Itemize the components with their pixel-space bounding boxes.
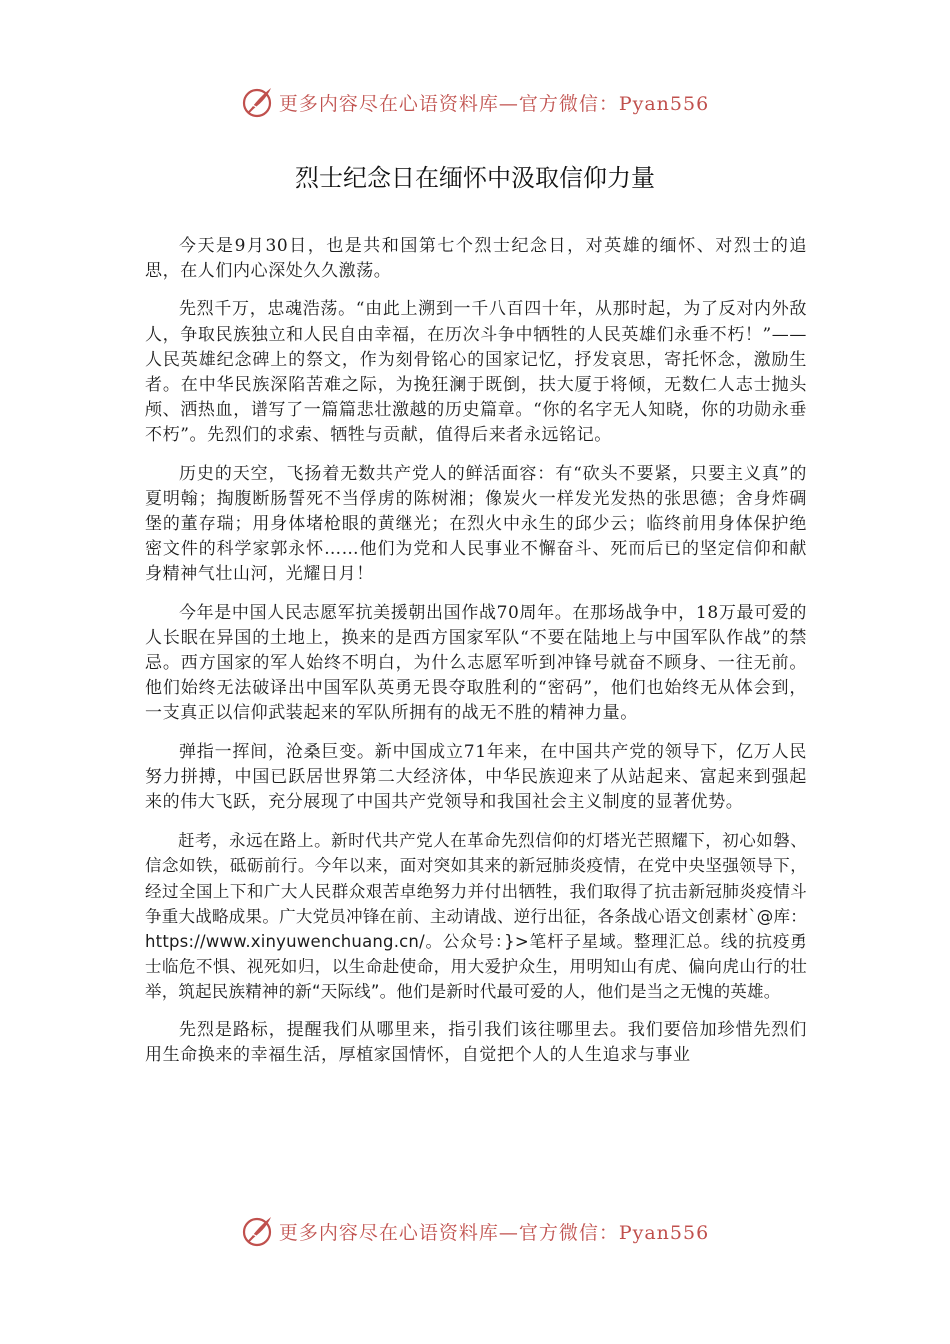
paragraph: 历史的天空，飞扬着无数共产党人的鲜活面容：有“砍头不要紧，只要主义真”的夏明翰；掏腹断肠誓死不当俘虏的陈树湘；像炭火一样发光发热的张思德；舍身炸碉堡的董存瑞；用身体堵枪眼的黄继光；在烈火中永生的邱少云；临终前用身体保护绝密文件的科学家郭永怀……他们为党和人民事业不懈奋斗、死而后已的坚定信仰和献身精神气壮山河，光耀日月！: [145, 463, 807, 585]
header-banner: [0, 82, 950, 122]
paragraph: 先烈千万，忠魂浩荡。“由此上溯到一千八百四十年，从那时起，为了反对内外敌人，争取民族独立和人民自由幸福，在历次斗争中牺牲的人民英雄们永垂不朽！”——人民英雄纪念碑上的祭文，作为刻骨铭心的国家记忆，抒发哀思，寄托怀念，激励生者。在中华民族深陷苦难之际，为挽狂澜于既倒，扶大厦于将倾，无数仁人志士抛头颅、洒热血，谱写了一篇篇悲壮激越的历史篇章。“你的名字无人知晓，你的功勋永垂不朽”。先烈们的求索、牺牲与贡献，值得后来者永远铭记。: [145, 299, 807, 446]
footer-banner-text: 更多内容尽在心语资料库—官方微信：Pyan556: [278, 1221, 710, 1244]
paragraph: 先烈是路标，提醒我们从哪里来，指引我们该往哪里去。我们要倍加珍惜先烈们用生命换来的幸福生活，厚植家国情怀，自觉把个人的人生追求与事业: [145, 1019, 807, 1065]
document-body: [145, 234, 807, 1081]
paragraph: 今年是中国人民志愿军抗美援朝出国作战70周年。在那场战争中，18万最可爱的人长眠在异国的土地上，换来的是西方国家军队“不要在陆地上与中国军队作战”的禁忌。西方国家的军人始终不明白，为什么志愿军听到冲锋号就奋不顾身、一往无前。他们始终无法破译出中国军队英勇无畏夺取胜利的“密码”，他们也始终无从体会到，一支真正以信仰武装起来的军队所拥有的战无不胜的精神力量。: [145, 602, 807, 724]
paragraph: 今天是9月30日，也是共和国第七个烈士纪念日，对英雄的缅怀、对烈士的追思，在人们内心深处久久激荡。: [145, 236, 807, 282]
quill-pen-logo-icon: [241, 1214, 275, 1248]
paragraph: 赶考，永远在路上。新时代共产党人在革命先烈信仰的灯塔光芒照耀下，初心如磐、信念如铁，砥砺前行。今年以来，面对突如其来的新冠肺炎疫情，在党中央坚强领导下，经过全国上下和广大人民群众艰苦卓绝努力并付出牺牲，我们取得了抗击新冠肺炎疫情斗争重大战略成果。广大党员冲锋在前、主动请战、逆行出征，各条战心语文创素材`@库：https://www.xinyuwenchuang.cn/。公众号：}>笔杆子星域。整理汇总。线的抗疫勇士临危不惧、视死如归，以生命赴使命，用大爱护众生，用明知山有虎、偏向虎山行的壮举，筑起民族精神的新“天际线”。他们是新时代最可爱的人，他们是当之无愧的英雄。: [145, 831, 807, 1002]
quill-pen-logo-icon: [241, 85, 275, 119]
footer-banner: [0, 1211, 950, 1251]
document-title: 烈士纪念日在缅怀中汲取信仰力量: [295, 164, 655, 192]
header-banner-text: 更多内容尽在心语资料库—官方微信：Pyan556: [278, 92, 710, 115]
paragraph: 弹指一挥间，沧桑巨变。新中国成立71年来，在中国共产党的领导下，亿万人民努力拼搏，中国已跃居世界第二大经济体，中华民族迎来了从站起来、富起来到强起来的伟大飞跃，充分展现了中国共产党领导和我国社会主义制度的显著优势。: [145, 741, 807, 813]
